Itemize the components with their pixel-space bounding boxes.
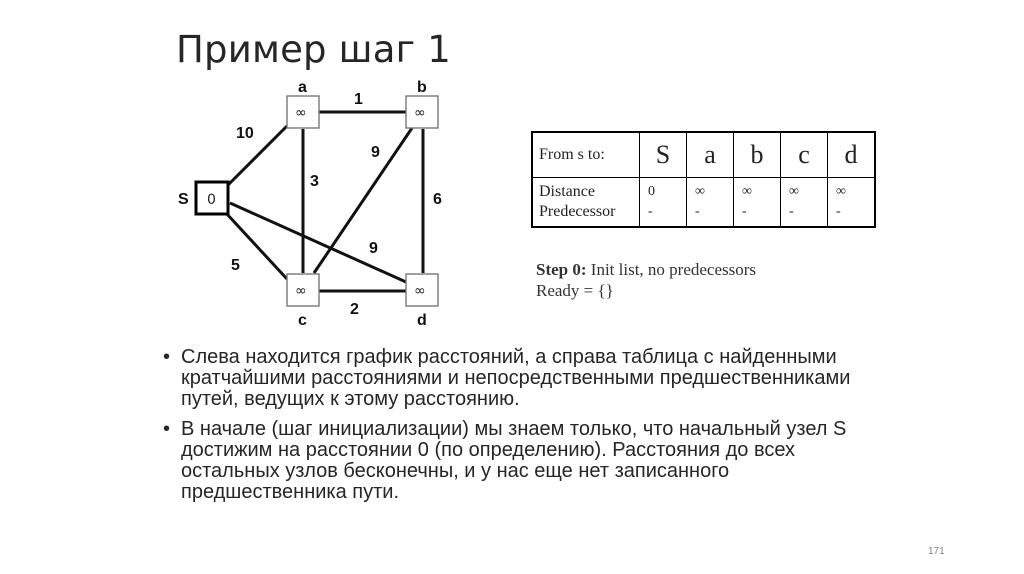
table-col-b: b	[734, 132, 781, 178]
edge-weight-S-d: 9	[369, 240, 378, 257]
step-text: Init list, no predecessors	[590, 260, 757, 279]
edge-weight-S-a: 10	[236, 125, 254, 142]
table-cell-a	[687, 178, 734, 228]
node-a	[287, 96, 319, 128]
node-b-value: ∞	[414, 105, 426, 121]
distance-d: ∞	[836, 184, 846, 199]
predecessor-d: -	[836, 204, 841, 219]
table-cell-S	[640, 178, 687, 228]
edge-weight-a-b: 1	[354, 91, 363, 108]
predecessor-a: -	[695, 204, 700, 219]
node-d	[406, 274, 438, 306]
distance-label: Distance	[539, 183, 595, 200]
table-cell-d	[828, 178, 876, 228]
edge-weight-a-c: 3	[310, 173, 319, 190]
table-header-label: From s to:	[532, 132, 640, 178]
edge-c-b	[314, 128, 412, 273]
table-col-S: S	[640, 132, 687, 178]
node-a-label: a	[298, 79, 307, 96]
table-col-c: c	[781, 132, 828, 178]
node-c	[287, 274, 319, 306]
table-col-a: a	[687, 132, 734, 178]
step-line	[536, 259, 756, 280]
node-b	[406, 96, 438, 128]
predecessor-c: -	[789, 204, 794, 219]
table-row-labels	[532, 178, 640, 228]
node-c-value: ∞	[295, 283, 307, 299]
predecessor-S: -	[648, 204, 653, 219]
table-header-row	[532, 132, 875, 178]
edge-weight-c-d: 2	[350, 301, 359, 318]
node-a-value: ∞	[295, 105, 307, 121]
edge-weight-c-b: 9	[371, 144, 380, 161]
edge-S-d	[230, 203, 406, 282]
ready-set: Ready = {}	[536, 281, 614, 300]
table-body-row	[532, 178, 875, 228]
distance-table	[531, 131, 876, 228]
node-S-value: 0	[207, 192, 216, 208]
node-d-value: ∞	[414, 283, 426, 299]
bullet-item: • В начале (шаг инициализации) мы знаем только, что начальный узел S достижим на расстоянии 0 (по определению). Расстояния до всех остальных узлов бесконечны, и у нас еще нет записанного предшественника пути.	[160, 419, 860, 503]
slide-title: Пример шаг 1	[176, 28, 451, 71]
step-label: Step 0:	[536, 260, 587, 279]
node-b-label: b	[417, 79, 427, 96]
bullet-item: • Слева находится график расстояний, а справа таблица с найденными кратчайшими расстояниями и непосредственными предшественниками путей, ведущих к этому расстоянию.	[160, 347, 860, 410]
edge-weight-S-c: 5	[231, 257, 240, 274]
table-cell-c	[781, 178, 828, 228]
predecessor-label: Predecessor	[539, 203, 616, 220]
distance-b: ∞	[742, 184, 752, 199]
node-d-label: d	[417, 312, 427, 329]
distance-S: 0	[648, 184, 655, 199]
table-cell-b	[734, 178, 781, 228]
table-col-d: d	[828, 132, 876, 178]
node-c-label: c	[298, 312, 307, 329]
node-S-label: S	[178, 191, 189, 208]
bullet-list	[160, 347, 860, 512]
page-number: 171	[928, 546, 945, 557]
edge-weight-b-d: 6	[433, 191, 442, 208]
node-S	[196, 182, 228, 214]
distance-c: ∞	[789, 184, 799, 199]
step-description	[536, 259, 756, 301]
predecessor-b: -	[742, 204, 747, 219]
distance-a: ∞	[695, 184, 705, 199]
